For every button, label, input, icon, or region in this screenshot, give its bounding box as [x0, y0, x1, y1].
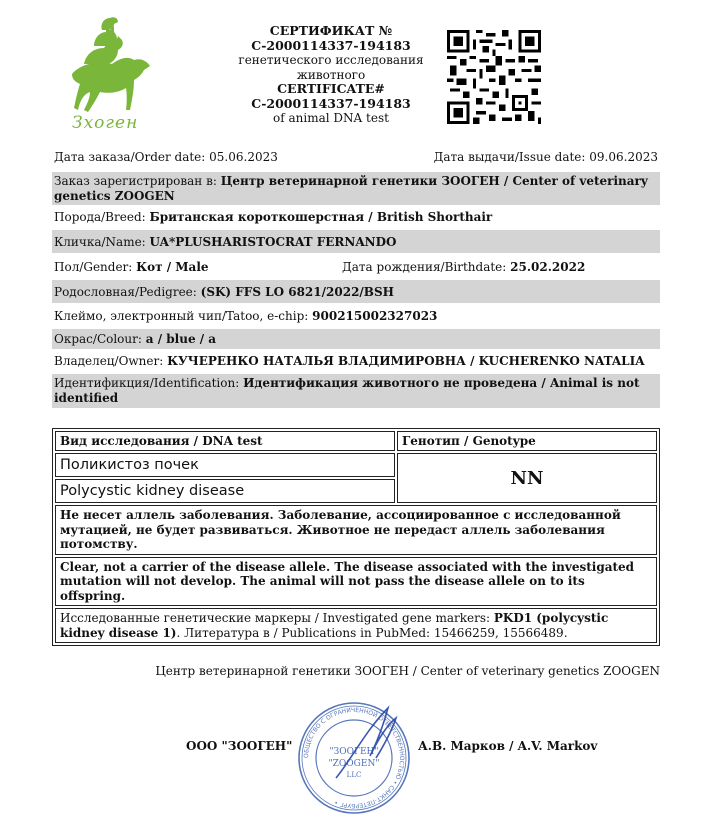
cert-desc-ru-1: генетического исследования — [238, 53, 424, 67]
gender-value: Кот / Male — [136, 260, 209, 274]
owner-value: КУЧЕРЕНКО НАТАЛЬЯ ВЛАДИМИРОВНА / KUCHERENKO NATALIA — [167, 354, 645, 368]
issue-date-value: 09.06.2023 — [589, 150, 658, 164]
svg-text:ОБЩЕСТВО С ОГРАНИЧЕННОЙ ОТВЕТС — [303, 707, 405, 809]
qr-code — [447, 30, 541, 124]
markers-value: PKD1 (polycystic kidney disease 1) — [60, 611, 609, 640]
owner-label: Владелец/Owner: — [54, 354, 164, 368]
issue-date — [434, 150, 658, 165]
gender-label: Пол/Gender: — [54, 260, 133, 274]
breed-row — [52, 210, 660, 228]
cert-title-en: CERTIFICATE# — [277, 81, 385, 96]
gender — [54, 260, 209, 274]
result-en: Clear, not a carrier of the disease allele. The disease associated with the investigated mutation will not develop. The animal will not pass the disease allele on to its offspring. — [55, 557, 657, 607]
publications-label: . Литература в / Publications in PubMed: — [176, 625, 431, 640]
name-row — [52, 230, 660, 253]
colour-row — [52, 329, 660, 349]
signatory-name: А.В. Марков / A.V. Markov — [418, 739, 598, 753]
markers-cell — [55, 608, 657, 643]
cert-title-ru: СЕРТИФИКАТ № — [269, 23, 393, 38]
order-date-label: Дата заказа/Order date: — [54, 150, 206, 164]
identification-row — [52, 374, 660, 408]
chip-value: 900215002327023 — [312, 309, 438, 323]
registered-value: Центр ветеринарной генетики ЗООГЕН / Center of veterinary genetics ZOOGEN — [54, 174, 648, 203]
test-name-ru: Поликистоз почек — [55, 453, 395, 477]
markers-label: Исследованные генетические маркеры / Investigated gene markers: — [60, 611, 491, 625]
owner-row — [52, 354, 660, 372]
stamp-line-2: "ZOOGEN" — [328, 759, 380, 769]
table-row — [55, 453, 657, 477]
publications-value: 15466259, 15566489. — [433, 625, 568, 640]
cert-number-en: C-2000114337-194183 — [251, 95, 411, 111]
order-date — [54, 150, 278, 165]
chip-label: Клеймо, электронный чип/Tatoo, e-chip: — [54, 309, 309, 323]
registered-label: Заказ зарегистрирован в: — [54, 174, 217, 188]
order-date-value: 05.06.2023 — [209, 150, 278, 164]
issue-date-label: Дата выдачи/Issue date: — [433, 150, 586, 164]
birthdate — [342, 260, 585, 275]
organization-name: ООО "ЗООГЕН" — [186, 739, 293, 753]
identification-label: Идентификция/Identification: — [54, 376, 240, 390]
stamp-line-1: "ЗООГЕН" — [329, 747, 379, 757]
pedigree-row — [52, 280, 660, 303]
table-header-row — [55, 431, 657, 451]
logo-wordmark: Зхоген — [72, 113, 139, 133]
cert-desc-en: of animal DNA test — [273, 111, 389, 125]
birthdate-value: 25.02.2022 — [510, 260, 586, 274]
certificate-title — [220, 24, 442, 126]
chip-row — [52, 309, 660, 327]
gender-row — [52, 260, 660, 278]
company-stamp — [296, 700, 412, 816]
identification-value: Идентификация животного не проведена / Animal is not identified — [54, 376, 640, 405]
dates-row — [52, 150, 660, 165]
table-row — [55, 557, 657, 607]
breed-label: Порода/Breed: — [54, 210, 146, 224]
test-name-en: Polycystic kidney disease — [55, 479, 395, 503]
name-value: UA*PLUSHARISTOCRAT FERNANDO — [149, 235, 397, 249]
stamp-ring-text: ОБЩЕСТВО С ОГРАНИЧЕННОЙ ОТВЕТСТВЕННОСТЬЮ • САНКТ-ПЕТЕРБУРГ • — [302, 706, 406, 810]
cert-desc-ru-2: животного — [296, 67, 366, 82]
header-dna-test: Вид исследования / DNA test — [55, 431, 395, 451]
registered-row — [52, 172, 660, 205]
name-label: Кличка/Name: — [54, 235, 146, 249]
dna-test-table — [52, 428, 660, 646]
result-ru: Не несет аллель заболевания. Заболевание, ассоциированное с исследованной мутацией, не будет развиваться. Животное не передаст аллель заболевания потомству. — [55, 505, 657, 555]
breed-value: Британская короткошерстная / British Shorthair — [149, 210, 493, 224]
birthdate-label: Дата рождения/Birthdate: — [342, 260, 507, 274]
pedigree-value: (SK) FFS LO 6821/2022/BSH — [200, 285, 394, 299]
colour-value: a / blue / a — [145, 332, 217, 346]
cert-number-ru: C-2000114337-194183 — [251, 37, 411, 53]
footer-center-name: Центр ветеринарной генетики ЗООГЕН / Center of veterinary genetics ZOOGEN — [155, 664, 660, 678]
table-row — [55, 505, 657, 555]
stamp-line-3: LLC — [346, 771, 362, 779]
genotype-value: NN — [397, 453, 657, 503]
pedigree-label: Родословная/Pedigree: — [54, 285, 197, 299]
header-genotype: Генотип / Genotype — [397, 431, 657, 451]
colour-label: Окрас/Colour: — [54, 332, 142, 346]
table-row — [55, 608, 657, 643]
